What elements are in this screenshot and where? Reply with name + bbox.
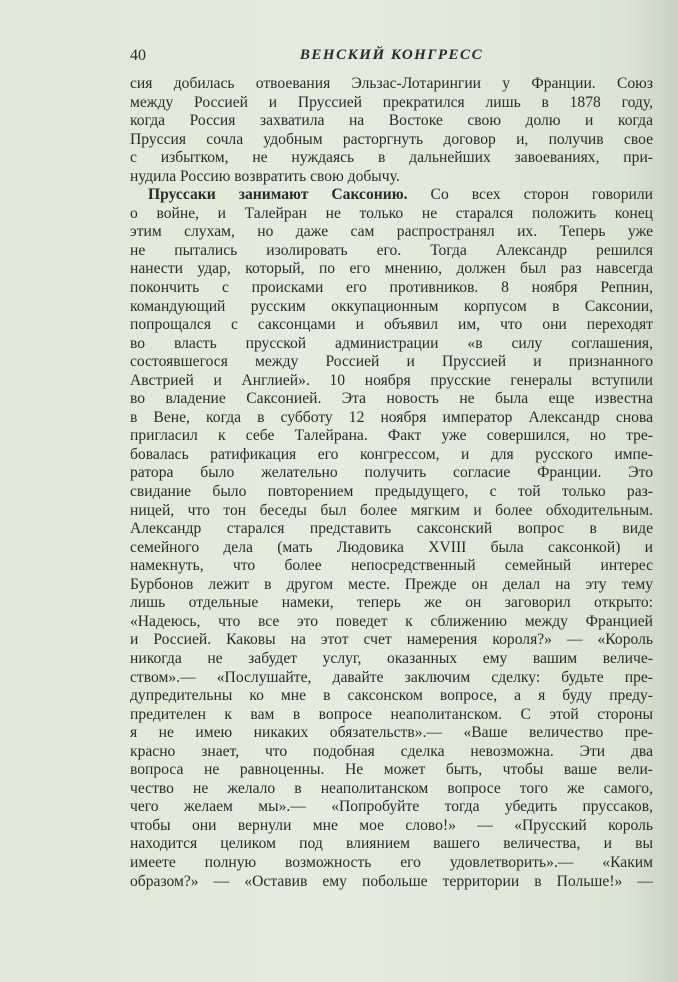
text-line: Пруссия сочла удобным расторгнуть договор и, получив свое xyxy=(130,130,653,148)
text-line: не пытались изолировать его. Тогда Александр решился xyxy=(130,241,653,259)
text-line: образом?» — «Оставив ему побольше территории в Польше!» — xyxy=(130,872,653,890)
paragraph-text: Со всех сторон говорили xyxy=(407,186,653,204)
text-line: с избытком, не нуждаясь в дальнейших завоеваниях, при- xyxy=(130,149,653,167)
text-line: ством».— «Послушайте, давайте заключим сделку: будьте пре- xyxy=(130,668,653,686)
running-title: ВЕНСКИЙ КОНГРЕСС xyxy=(299,47,484,63)
text-line: командующий русским оккупационным корпусом в Саксонии, xyxy=(130,297,653,315)
text-line: дупредительны ко мне в саксонском вопросе, а я буду преду- xyxy=(130,687,653,705)
text-line: имеете полную возможность его удовлетворить».— «Каким xyxy=(130,853,653,871)
text-line: бовалась ратификация его конгрессом, и для русского импе- xyxy=(130,445,653,463)
text-line: во владение Саксонией. Эта новость не была еще известна xyxy=(130,390,653,408)
text-line: предителен к вам в вопросе неаполитанском. С этой стороны xyxy=(130,705,653,723)
text-line: намекнуть, что более непосредственный семейный интерес xyxy=(130,557,653,575)
text-line: чего желаем мы».— «Попробуйте тогда убедить пруссаков, xyxy=(130,798,653,816)
text-line: Бурбонов лежит в другом месте. Прежде он делал на эту тему xyxy=(130,575,653,593)
text-line: я не имею никаких обязательств».— «Ваше величество пре- xyxy=(130,724,653,742)
text-line: вопроса не равноценны. Не может быть, чтобы ваше вели- xyxy=(130,761,653,779)
text-line: Австрией и Англией». 10 ноября прусские генералы вступили xyxy=(130,371,653,389)
text-line: никогда не забудет услуг, оказанных ему вашим величе- xyxy=(130,649,653,667)
text-line: нудила Россию возвратить свою добычу. xyxy=(130,167,400,185)
text-line: ницей, что тон беседы был более мягким и более обходительным. xyxy=(130,501,653,519)
text-line: во власть прусской администрации «в силу соглашения, xyxy=(130,334,653,352)
text-line: красно знает, что подобная сделка невозможна. Эти два xyxy=(130,742,653,760)
text-line: чество не желало в неаполитанском вопросе того же самого, xyxy=(130,779,653,797)
text-line: свидание было повторением предыдущего, с той только раз- xyxy=(130,483,653,501)
text-line xyxy=(130,186,653,205)
text-line: Александр старался представить саксонский вопрос в виде xyxy=(130,520,653,538)
text-line: лишь отдельные намеки, теперь же он заговорил открыто: xyxy=(130,594,653,612)
text-line: о войне, и Талейран не только не старался положить конец xyxy=(130,204,653,222)
text-line: чтобы они вернули мне мое слово!» — «Прусский король xyxy=(130,816,653,834)
text-line: сия добилась отвоевания Эльзас-Лотарингии у Франции. Союз xyxy=(130,75,653,92)
page-body-text xyxy=(130,75,653,891)
text-line: «Надеюсь, что все это поведет к сближению между Францией xyxy=(130,612,653,630)
text-line: состоявшегося между Россией и Пруссией и признанного xyxy=(130,353,653,371)
text-line: покончить с происками его противников. 8 ноября Репнин, xyxy=(130,279,653,297)
text-line: пригласил к себе Талейрана. Факт уже совершился, но тре- xyxy=(130,427,653,445)
text-line: этим слухам, но даже сам распространял их. Теперь уже xyxy=(130,223,653,241)
page-header xyxy=(130,47,653,67)
text-line: находится целиком под влиянием вашего величества, и вы xyxy=(130,835,653,853)
text-line: попрощался с саксонцами и объявил им, что они переходят xyxy=(130,316,653,334)
text-line: семейного дела (мать Людовика XVIII была саксонкой) и xyxy=(130,538,653,556)
text-line: и Россией. Каковы на этот счет намерения короля?» — «Король xyxy=(130,631,653,649)
text-line: нанести удар, который, по его мнению, должен был раз навсегда xyxy=(130,260,653,278)
text-line: между Россией и Пруссией прекратился лишь в 1878 году, xyxy=(130,93,653,111)
text-line: ратора было желательно получить согласие Франции. Это xyxy=(130,464,653,482)
text-line: в Вене, когда в субботу 12 ноября император Александр снова xyxy=(130,408,653,426)
page-number: 40 xyxy=(130,47,146,64)
section-heading: Пруссаки занимают Саксонию. xyxy=(148,186,408,204)
text-line: когда Россия захватила на Востоке свою долю и когда xyxy=(130,112,653,130)
